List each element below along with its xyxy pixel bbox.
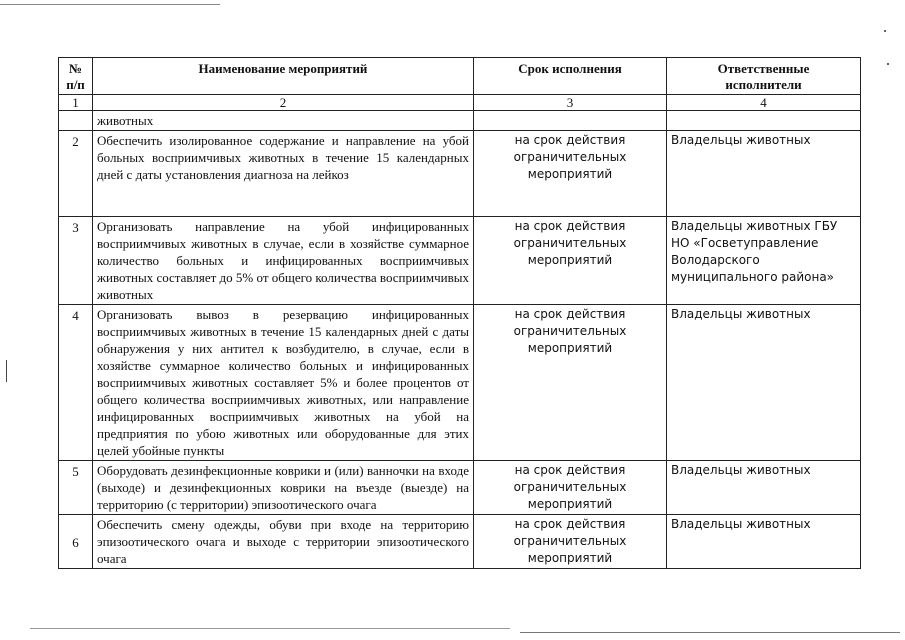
row-resp: Владельцы животных [667, 461, 861, 515]
scan-margin-mark [6, 360, 7, 382]
index-cell: 3 [474, 95, 667, 111]
row-name: Обеспечить смену одежды, обуви при входе на территорию эпизоотического очага и выходе с территории эпизоотического очага [93, 515, 474, 569]
row-num: 2 [59, 131, 93, 217]
row-term: на срок действия ограничительных мероприятий [474, 131, 667, 217]
row-term: на срок действия ограничительных мероприятий [474, 217, 667, 305]
header-name: Наименование мероприятий [93, 58, 474, 95]
row-term: на срок действия ограничительных мероприятий [474, 515, 667, 569]
header-row [59, 58, 861, 95]
header-term: Срок исполнения [474, 58, 667, 95]
index-cell: 1 [59, 95, 93, 111]
table-row [59, 131, 861, 217]
scan-speck [884, 30, 886, 32]
row-name: Обеспечить изолированное содержание и направление на убой больных восприимчивых животных в течение 15 календарных дней с даты установления диагноза на лейкоз [93, 131, 474, 217]
row-term: на срок действия ограничительных мероприятий [474, 305, 667, 461]
measures-table [58, 57, 861, 569]
row-resp: Владельцы животных [667, 305, 861, 461]
scan-artifact-bottom-right [520, 632, 900, 633]
header-resp: Ответственные исполнители [667, 58, 861, 95]
table-row [59, 305, 861, 461]
index-row [59, 95, 861, 111]
row-num: 4 [59, 305, 93, 461]
table-row [59, 217, 861, 305]
header-num: № п/п [59, 58, 93, 95]
index-cell: 4 [667, 95, 861, 111]
row-num: 6 [59, 515, 93, 569]
row-name: Организовать направление на убой инфицированных восприимчивых животных в случае, если в хозяйстве суммарное количество больных и инфицированных восприимчивых животных составляет до 5% от общего количества восприимчивых животных [93, 217, 474, 305]
scan-artifact-top [0, 4, 220, 5]
row-name: Оборудовать дезинфекционные коврики и (или) ванночки на входе (выходе) и дезинфекционных коврики на въезде (выезде) на территорию (с территории) эпизоотического очага [93, 461, 474, 515]
continuation-row [59, 111, 861, 131]
continuation-text: животных [93, 111, 474, 131]
row-term: на срок действия ограничительных мероприятий [474, 461, 667, 515]
scan-artifact-bottom [30, 628, 510, 629]
index-cell: 2 [93, 95, 474, 111]
row-resp: Владельцы животных [667, 515, 861, 569]
row-name: Организовать вывоз в резервацию инфицированных восприимчивых животных в течение 15 календарных дней с даты обнаружения у них антител к возбудителю, в случае, если в хозяйстве суммарное количество больных и инфицированных восприимчивых животных составляет 5% и более процентов от общего количества восприимчивых животных, или направление инфицированных восприимчивых животных на убой на предприятия по убою животных или оборудованные для этих целей убойные пункты [93, 305, 474, 461]
row-num: 3 [59, 217, 93, 305]
row-resp: Владельцы животных ГБУ НО «Госветуправление Володарского муниципального района» [667, 217, 861, 305]
table-row [59, 461, 861, 515]
table-row [59, 515, 861, 569]
row-num: 5 [59, 461, 93, 515]
scan-speck [887, 63, 889, 65]
row-resp: Владельцы животных [667, 131, 861, 217]
